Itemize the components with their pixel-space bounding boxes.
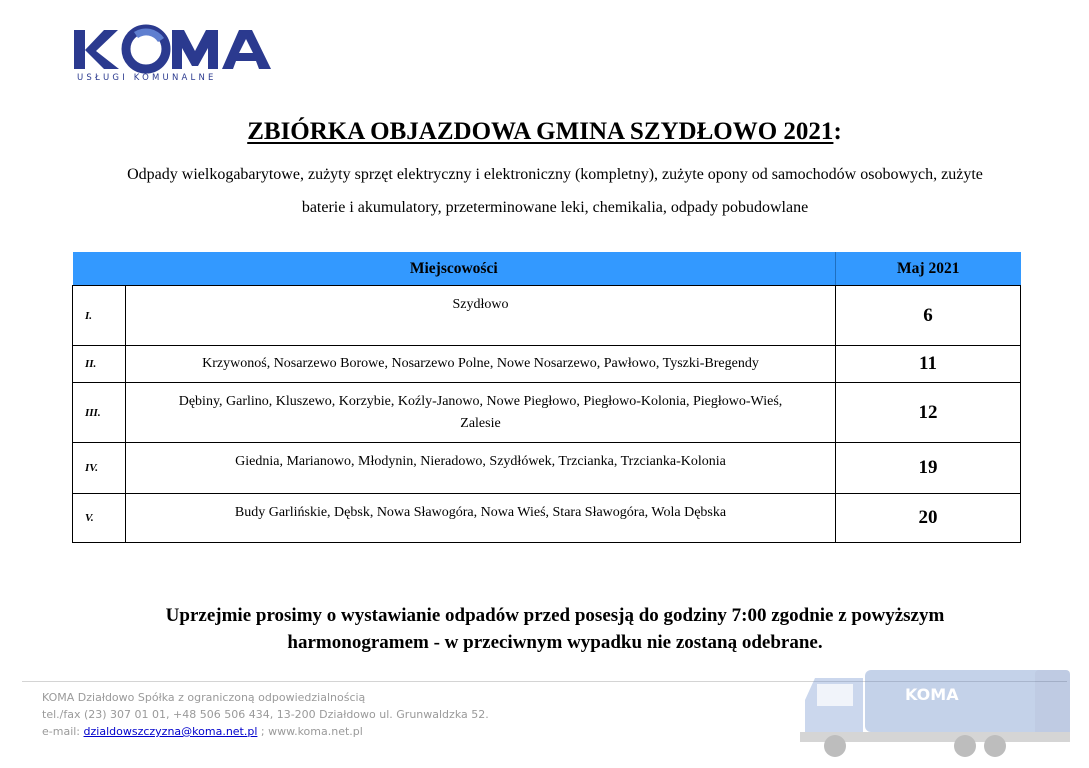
places-text: Budy Garlińskie, Dębsk, Nowa Sławogóra, Nowa Wieś, Stara Sławogóra, Wola Dębska	[234, 505, 727, 520]
email-link[interactable]: dzialdowszczyzna@koma.net.pl	[83, 725, 258, 738]
website-text: ; www.koma.net.pl	[257, 725, 363, 738]
header-month: Maj 2021	[836, 252, 1021, 286]
table-row	[73, 383, 1021, 443]
table-header-row	[73, 252, 1021, 286]
header-places: Miejscowości	[73, 252, 836, 286]
garbage-truck-image	[795, 660, 1080, 760]
notice-line-1: Uprzejmie prosimy o wystawianie odpadów przed posesją do godziny 7:00 zgodnie z powyższym	[165, 605, 945, 626]
row-number: III.	[73, 383, 126, 443]
row-number: II.	[73, 346, 126, 383]
places-text: Dębiny, Garlino, Kluszewo, Korzybie, Koźly-Janowo, Nowe Piegłowo, Piegłowo-Kolonia, Piegłowo-Wieś,	[178, 393, 783, 409]
row-day: 6	[836, 286, 1021, 346]
collection-schedule-table	[72, 252, 1021, 543]
truck-logo-text: KOMA	[905, 685, 959, 704]
row-places	[126, 286, 836, 346]
collection-notice	[60, 602, 1050, 656]
places-text: Giednia, Marianowo, Młodynin, Nieradowo, Szydłówek, Trzcianka, Trzcianka-Kolonia	[235, 454, 726, 469]
row-places	[126, 346, 836, 383]
row-day: 20	[836, 494, 1021, 543]
title-colon: :	[833, 118, 842, 145]
koma-logo	[74, 18, 274, 84]
table-row	[73, 443, 1021, 494]
title-text: ZBIÓRKA OBJAZDOWA GMINA SZYDŁOWO 2021	[247, 118, 834, 145]
company-footer	[42, 689, 489, 740]
row-number: IV.	[73, 443, 126, 494]
row-number: V.	[73, 494, 126, 543]
footer-email-line	[42, 723, 489, 740]
row-places	[126, 383, 836, 443]
footer-company-name: KOMA Działdowo Spółka z ograniczoną odpowiedzialnością	[42, 691, 366, 704]
row-places	[126, 494, 836, 543]
places-text-continued: Zalesie	[460, 415, 501, 431]
row-number: I.	[73, 286, 126, 346]
table-row	[73, 286, 1021, 346]
row-places	[126, 443, 836, 494]
subtitle-line-1: Odpady wielkogabarytowe, zużyty sprzęt elektryczny i elektroniczny (kompletny), zużyte opony od samochodów osobowych, zużyte	[127, 166, 983, 183]
logo-tagline: USŁUGI KOMUNALNE	[77, 73, 217, 83]
row-day: 19	[836, 443, 1021, 494]
table-row	[73, 494, 1021, 543]
page-title	[0, 118, 1089, 146]
places-text: Szydłowo	[452, 297, 509, 312]
waste-types-description	[60, 158, 1050, 224]
table-row	[73, 346, 1021, 383]
row-day: 11	[836, 346, 1021, 383]
footer-contact: tel./fax (23) 307 01 01, +48 506 506 434, 13-200 Działdowo ul. Grunwaldzka 52.	[42, 708, 489, 721]
notice-line-2: harmonogramem - w przeciwnym wypadku nie zostaną odebrane.	[287, 632, 823, 653]
subtitle-line-2: baterie i akumulatory, przeterminowane leki, chemikalia, odpady pobudowlane	[301, 199, 809, 216]
email-label: e-mail:	[42, 725, 84, 738]
places-text: Krzywonoś, Nosarzewo Borowe, Nosarzewo Polne, Nowe Nosarzewo, Pawłowo, Tyszki-Bregendy	[202, 356, 759, 371]
row-day: 12	[836, 383, 1021, 443]
